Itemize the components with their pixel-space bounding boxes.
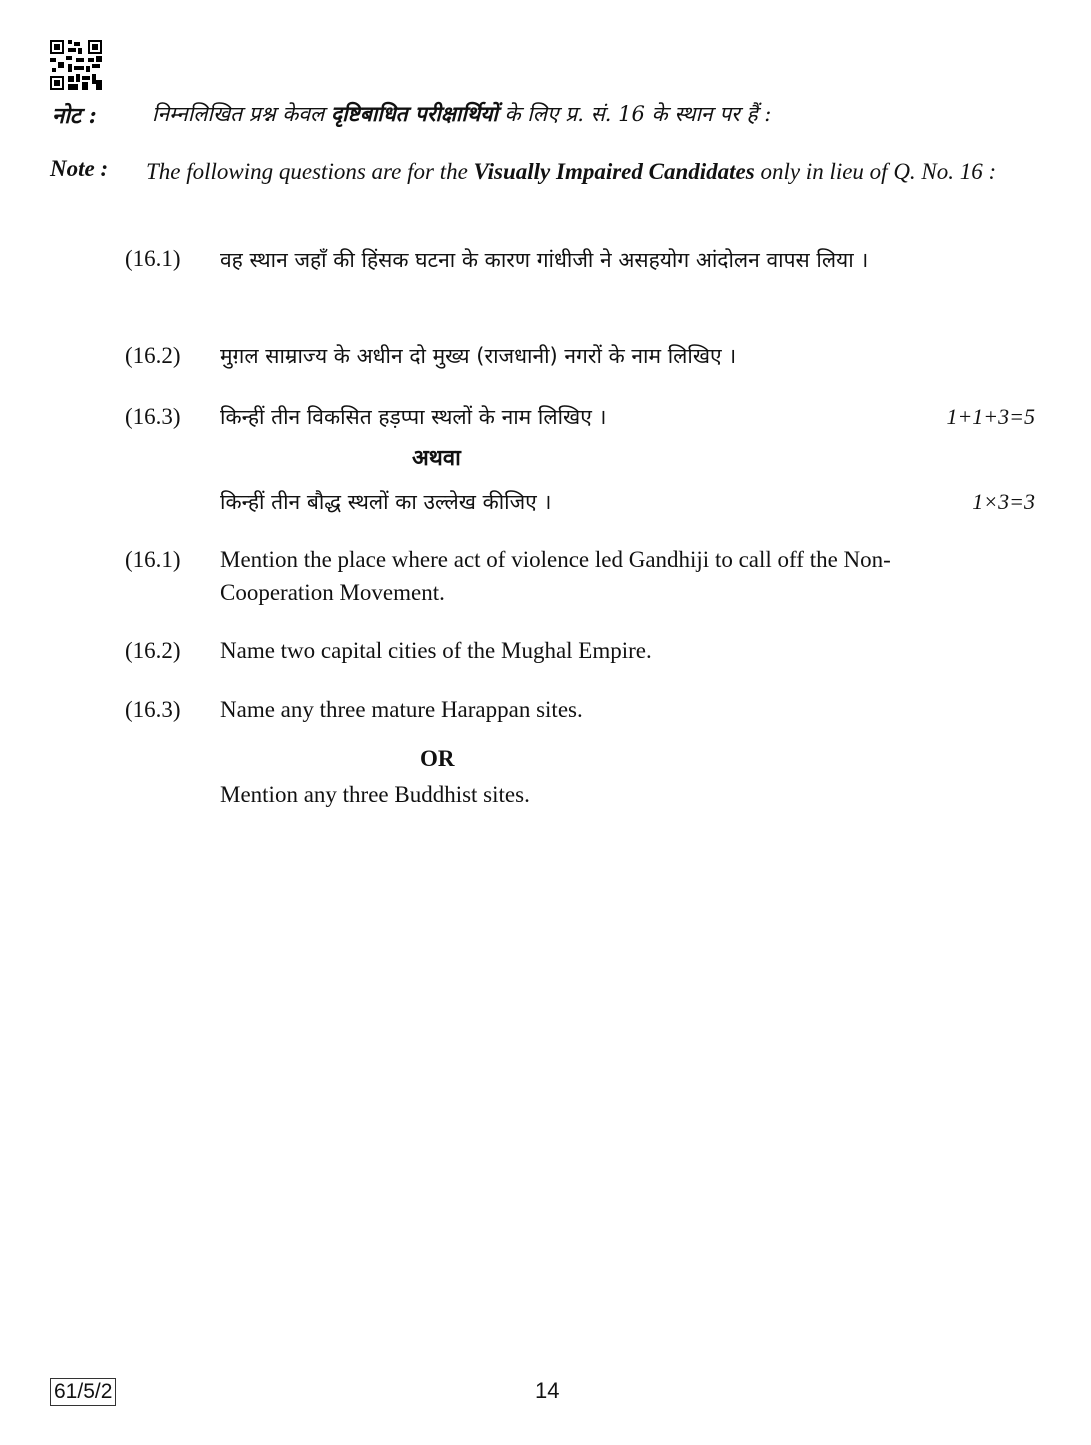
question-text-en: Mention the place where act of violence led Gandhiji to call off the Non-Cooperation Movement. [220,547,891,605]
note-en-text: The following questions are for the Visually Impaired Candidates only in lieu of Q. No. 16 : [146,159,997,184]
page-number: 14 [535,1378,560,1403]
question-text-hi: वह स्थान जहाँ की हिंसक घटना के कारण गांधीजी ने असहयोग आंदोलन वापस लिया । [220,248,869,272]
question-text-hi: किन्हीं तीन विकसित हड़प्पा स्थलों के नाम लिखिए । [220,405,607,429]
qr-code-icon [50,40,102,90]
question-text-en: Name two capital cities of the Mughal Empire. [220,638,652,663]
question-number: (16.3) [125,404,181,429]
question-text-en: Mention any three Buddhist sites. [220,782,530,807]
note-en-label: Note : [50,156,109,181]
note-hi-label: नोट : [52,103,97,129]
question-text-hi: किन्हीं तीन बौद्ध स्थलों का उल्लेख कीजिए । [220,490,552,514]
marks-label: 1×3=3 [972,489,1035,514]
question-number: (16.2) [125,343,181,368]
paper-code: 61/5/2 [50,1378,116,1406]
question-number: (16.1) [125,547,181,572]
marks-label: 1+1+3=5 [946,404,1035,429]
or-separator-en: OR [420,746,455,771]
question-text-en: Name any three mature Harappan sites. [220,697,583,722]
or-separator-hi: अथवा [412,446,461,471]
question-number: (16.2) [125,638,181,663]
question-number: (16.3) [125,697,181,722]
note-hi-text: निम्नलिखित प्रश्न केवल दृष्टिबाधित परीक्षार्थियों के लिए प्र. सं. 16 के स्थान पर हैं : [152,101,772,126]
question-text-hi: मुग़ल साम्राज्य के अधीन दो मुख्य (राजधानी) नगरों के नाम लिखिए । [220,344,737,368]
question-number: (16.1) [125,246,181,271]
